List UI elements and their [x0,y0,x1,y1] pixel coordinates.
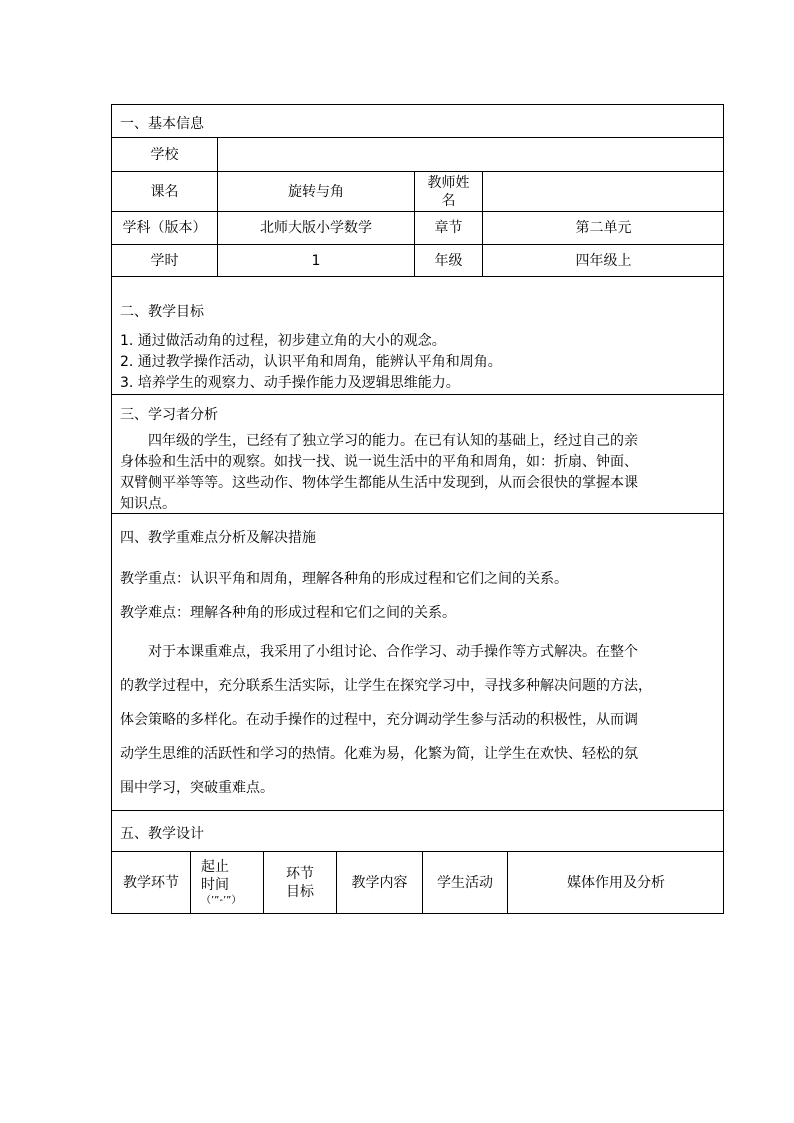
paragraph-line: 围中学习，突破重难点。 [120,780,274,796]
teaching-design-column-headers [112,852,723,914]
goal-item: 2. 通过教学操作活动，认识平角和周角，能辨认平角和周角。 [120,354,502,370]
col-time-line3: （’”-’”） [201,895,242,906]
paragraph-line: 动学生思维的活跃性和学习的热情。化难为易，化繁为简，让学生在欢快、轻松的氛 [120,746,638,762]
col-goal-line1: 环节 [286,866,314,882]
goal-item: 3. 培养学生的观察力、动手操作能力及逻辑思维能力。 [120,375,460,391]
section-title: 二、教学目标 [120,304,204,320]
row-course [112,172,723,212]
school-label: 学校 [112,138,218,171]
col-media: 媒体作用及分析 [567,875,665,891]
teacher-name-value [483,172,724,211]
paragraph-line: 身体验和生活中的观察。如找一找、说一说生活中的平角和周角，如：折扇、钟面、 [120,454,638,470]
row-school [112,138,723,172]
section-title: 五、教学设计 [120,826,204,842]
school-value [218,138,724,171]
section-title: 四、教学重难点分析及解决措施 [120,530,316,546]
col-goal-line2: 目标 [286,884,314,900]
row-hours [112,245,723,277]
subject-label: 学科（版本） [112,212,218,244]
section-teaching-goals [112,277,723,395]
section-key-difficult-points [112,514,723,811]
section-basic-info-header [112,105,723,138]
lesson-plan-table [111,104,724,914]
grade-label: 年级 [415,245,483,276]
paragraph-line: 体会策略的多样化。在动手操作的过程中，充分调动学生参与活动的积极性，从而调 [120,712,638,728]
teacher-name-label-line1: 教师姓 [427,174,470,191]
section-title: 三、学习者分析 [120,407,218,423]
paragraph-line: 的教学过程中，充分联系生活实际，让学生在探究学习中，寻找多种解决问题的方法， [120,678,652,694]
teacher-name-label [415,172,483,211]
paragraph-line: 四年级的学生，已经有了独立学习的能力。在已有认知的基础上，经过自己的亲 [148,433,638,449]
col-goal [264,852,337,914]
col-stage: 教学环节 [112,852,191,914]
chapter-value: 第二单元 [575,220,632,236]
row-subject [112,212,723,245]
paragraph-line: 知识点。 [120,496,176,512]
col-time-line1: 起止 [201,859,229,875]
grade-value: 四年级上 [575,252,632,269]
section-teaching-design-header [112,811,723,852]
hours-label: 学时 [112,245,218,276]
teacher-name-label-line2: 名 [441,192,456,209]
hours-value: 1 [218,245,415,276]
section-title: 一、基本信息 [120,116,204,132]
col-time [191,852,264,914]
chapter-label: 章节 [415,212,483,244]
col-activity: 学生活动 [423,852,508,914]
difficult-point: 教学难点：理解各种角的形成过程和它们之间的关系。 [120,605,456,621]
col-content: 教学内容 [337,852,423,914]
course-label: 课名 [112,172,218,211]
section-learner-analysis [112,395,723,514]
paragraph-line: 对于本课重难点，我采用了小组讨论、合作学习、动手操作等方式解决。在整个 [148,644,638,660]
goal-item: 1. 通过做活动角的过程，初步建立角的大小的观念。 [120,333,446,349]
key-point: 教学重点：认识平角和周角，理解各种角的形成过程和它们之间的关系。 [120,571,568,587]
course-value: 旋转与角 [218,172,415,211]
subject-value: 北师大版小学数学 [218,212,415,244]
col-time-line2: 时间 [201,877,229,893]
paragraph-line: 双臂侧平举等等。这些动作、物体学生都能从生活中发现到，从而会很快的掌握本课 [120,475,638,491]
